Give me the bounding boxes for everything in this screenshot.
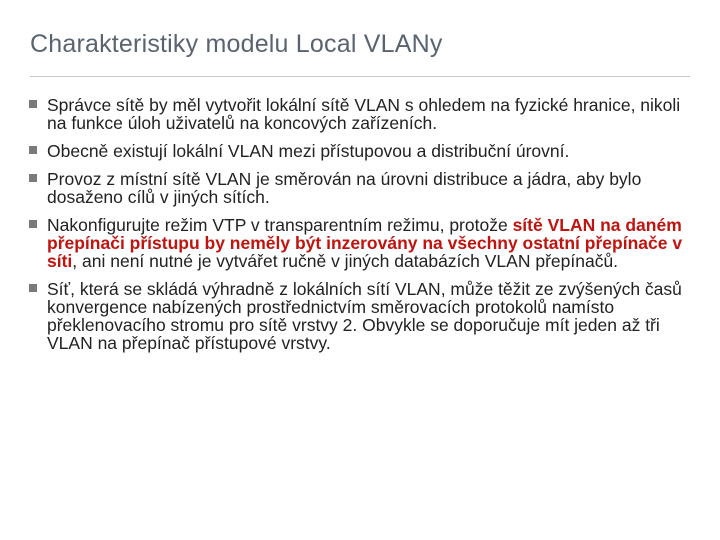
square-bullet-icon (29, 220, 37, 228)
bullet-text-after: , ani není nutné je vytvářet ručně v jiných databázích VLAN přepínačů. (72, 251, 619, 271)
bullet-item-3 (28, 170, 693, 206)
bullet-item-1 (28, 96, 693, 132)
square-bullet-icon (29, 174, 37, 182)
square-bullet-icon (29, 284, 37, 292)
bullet-text-highlight: sítě VLAN na daném přepínači přístupu by neměly být inzerovány na všechny ostatní přepínače v síti (47, 215, 683, 271)
bullet-item-4 (28, 216, 693, 270)
bullet-item-5 (28, 280, 693, 352)
bullet-list (28, 96, 693, 362)
bullet-text: Správce sítě by měl vytvořit lokální sítě VLAN s ohledem na fyzické hranice, nikoli na funkce úloh uživatelů na koncových zařízeních. (47, 95, 681, 133)
square-bullet-icon (29, 100, 37, 108)
bullet-text: Obecně existují lokální VLAN mezi přístupovou a distribuční úrovní. (47, 141, 570, 161)
bullet-text-before: Nakonfigurujte režim VTP v transparentním režimu, protože (47, 215, 513, 235)
bullet-text: Provoz z místní sítě VLAN je směrován na úrovni distribuce a jádra, aby bylo dosaženo cílů v jiných sítích. (47, 169, 642, 207)
square-bullet-icon (29, 146, 37, 154)
title-divider (30, 76, 690, 77)
bullet-text: Síť, která se skládá výhradně z lokálních sítí VLAN, může těžit ze zvýšených časů konvergence nabízených prostřednictvím směrovacích protokolů namísto překlenovacího stromu pro sítě vrstvy 2. Obvykle se doporučuje mít jeden až tři VLAN na přepínač přístupové vrstvy. (47, 279, 682, 353)
bullet-item-2 (28, 142, 693, 160)
slide-title: Charakteristiky modelu Local VLANy (30, 30, 443, 58)
